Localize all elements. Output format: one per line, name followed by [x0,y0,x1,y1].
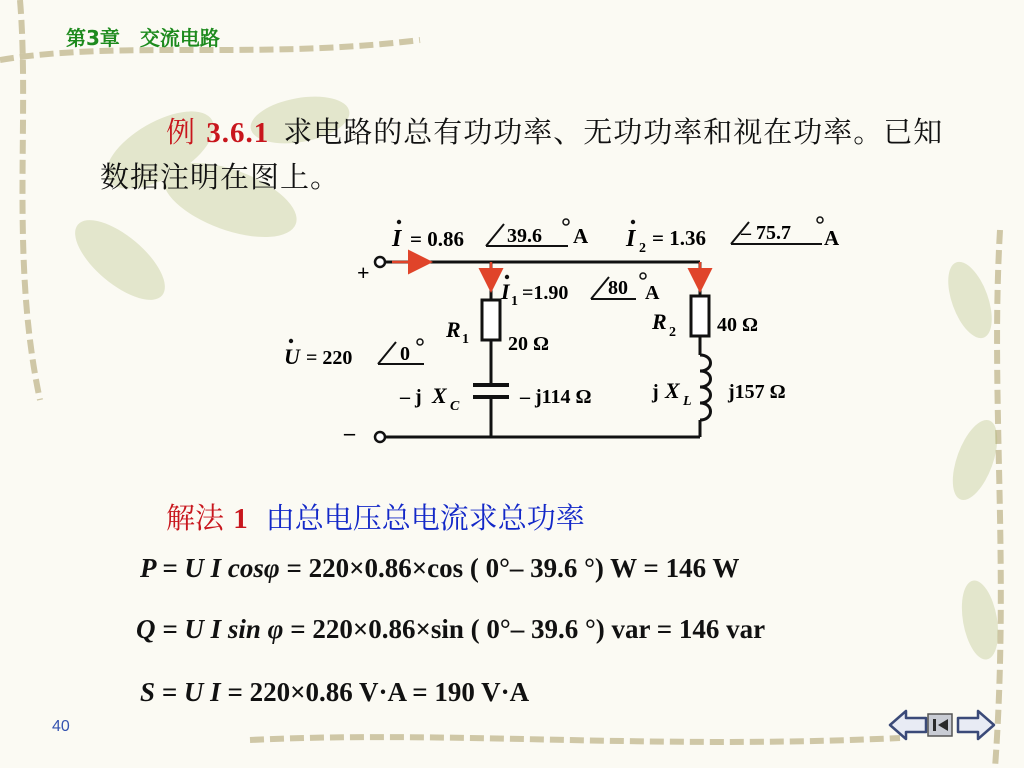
circuit-diagram [280,208,840,453]
solution-label: 解法 [166,501,225,535]
i1-unit: A [645,282,660,304]
equation-s [140,677,529,708]
chapter-title: 第3章 交流电路 [66,26,220,50]
i2-unit: A [824,226,840,250]
xc-subscript: C [450,399,460,414]
inductor-l [700,355,711,420]
xc-value: – j114 Ω [520,386,592,408]
problem-text: 求电路的总有功功率、无功功率和视在功率。已知数据注明在图上。 [100,115,944,194]
i1-angle: 80 [608,277,628,299]
eq-p-lhs: P [140,553,156,583]
i1-value: =1.90 [522,282,569,304]
r2-value: 40 Ω [717,314,759,336]
i-total-value: = 0.86 [410,227,464,251]
equation-p [140,553,739,584]
capacitor-c [473,385,509,397]
i-total-symbol: I [392,226,402,252]
i2-angle: – 75.7 [741,222,791,244]
resistor-r1 [482,300,500,340]
eq-p-rhs: = 220×0.86×cos ( 0°– 39.6 °) W = 146 W [279,553,740,583]
minus-terminal [375,432,385,442]
u-symbol: U [284,344,300,369]
example-label: 例 [166,115,197,149]
xl-symbol: X [665,378,680,403]
xc-symbol: X [432,383,447,408]
xc-prefix: – j [400,386,422,408]
resistor-r2 [691,296,709,336]
eq-p-phi: φ [263,553,280,583]
xl-prefix: j [652,381,659,403]
next-arrow-icon[interactable] [958,711,994,739]
u-value: = 220 [306,347,353,369]
problem-statement [100,110,960,199]
i-total-unit: A [573,224,589,248]
i2-value: = 1.36 [652,226,706,250]
i1-symbol: I [501,279,510,304]
i2-symbol: I [626,226,636,252]
r2-subscript: 2 [669,325,676,340]
xl-value: j157 Ω [728,381,786,403]
eq-q-mid: = U I sin [155,614,268,644]
xl-subscript: L [683,394,692,409]
plus-sign: + [357,260,370,285]
eq-s-mid: = U I [155,677,221,707]
plus-terminal [375,257,385,267]
eq-q-phi: φ [267,614,284,644]
slide-navigation [888,705,996,745]
minus-sign: – [344,420,355,445]
i1-subscript: 1 [511,294,518,309]
r2-symbol: R [652,309,667,334]
solution-heading [166,496,585,537]
u-angle: 0 [400,343,410,365]
eq-q-lhs: Q [136,614,156,644]
eq-q-rhs: = 220×0.86×sin ( 0°– 39.6 °) var = 146 var [283,614,766,644]
equation-q [136,614,765,645]
eq-s-rhs: = 220×0.86 V·A = 190 V·A [220,677,530,707]
i2-subscript: 2 [639,241,646,256]
r1-subscript: 1 [462,332,469,347]
first-page-icon[interactable] [928,714,952,736]
back-arrow-icon[interactable] [890,711,926,739]
example-number: 3.6.1 [206,117,270,149]
r1-symbol: R [446,317,461,342]
eq-p-mid: = U I cos [155,553,264,583]
eq-s-lhs: S [140,677,156,707]
page-number: 40 [52,718,70,735]
i-total-angle: 39.6 [507,225,542,247]
solution-description: 由总电压总电流求总功率 [265,501,585,535]
r1-value: 20 Ω [508,333,550,355]
solution-number: 1 [233,503,248,535]
